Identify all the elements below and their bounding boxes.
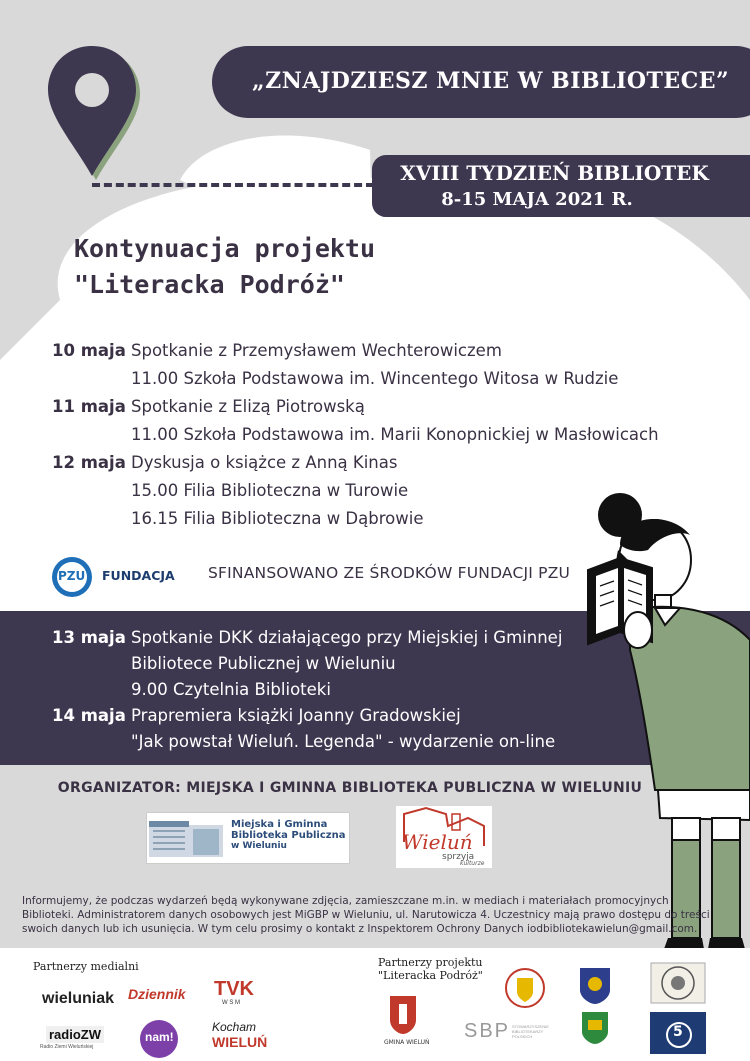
schedule-text: Bibliotece Publicznej w Wieluniu — [131, 654, 396, 673]
wieluniak-logo: wieluniak — [42, 990, 115, 1007]
radio-logo: radioZW — [46, 1026, 104, 1043]
library-name-line: Biblioteka Publiczna — [231, 830, 346, 841]
dziennik-logo: Dziennik — [128, 986, 186, 1002]
wielun-name: Wieluń — [402, 830, 473, 854]
sbp-logo: SBP — [464, 1020, 511, 1042]
dashed-line — [92, 183, 374, 187]
schedule-text: Prapremiera książki Joanny Gradowskiej — [131, 706, 461, 725]
project-partners-title-l2: "Literacka Podróż" — [378, 969, 483, 982]
school-crest-icon — [505, 966, 545, 1010]
wielun-slogan: sprzyja — [442, 852, 475, 862]
school-seal-icon — [650, 962, 706, 1004]
schedule-text: Spotkanie DKK działającego przy Miejskiej i Gminnej — [131, 628, 563, 647]
schedule-text: Spotkanie z Elizą Piotrowską — [131, 397, 365, 416]
sponsor-text: SFINANSOWANO ZE ŚRODKÓW FUNDACJI PZU — [208, 564, 571, 582]
library-name-line: Miejska i Gminna — [231, 819, 328, 830]
schedule-text: 11.00 Szkoła Podstawowa im. Wincentego Witosa w Rudzie — [131, 369, 619, 388]
map-pin-icon — [44, 44, 144, 184]
project-partners-title-l1: Partnerzy projektu — [378, 956, 483, 969]
week-dates: 8-15 MAJA 2021 R. — [441, 189, 633, 210]
library-building-icon — [147, 813, 225, 861]
radio-sub: Radio Ziemi Wieluńskiej — [40, 1044, 94, 1050]
schedule-text: 9.00 Czytelnia Biblioteki — [131, 680, 331, 699]
nam-logo: nam! — [145, 1030, 174, 1044]
school5-badge — [650, 1012, 706, 1054]
kocham-wielun-logo: WIELUŃ — [212, 1034, 268, 1050]
schedule-text: Spotkanie z Przemysławem Wechterowiczem — [131, 341, 502, 360]
organizer-text: ORGANIZATOR: MIEJSKA I GMINNA BIBLIOTEKA PUBLICZNA W WIELUNIU — [57, 780, 643, 796]
sbp-sub: STOWARZYSZENIE BIBLIOTEKARZY POLSKICH — [512, 1024, 549, 1039]
schedule-date: 10 maja — [52, 341, 126, 360]
wielun-logo — [396, 806, 492, 868]
pzu-logo — [50, 555, 175, 603]
event-title: „ZNAJDZIESZ MNIE W BIBLIOTECE” — [252, 68, 730, 94]
schedule-date: 13 maja — [52, 628, 126, 647]
schedule-text: Dyskusja o książce z Anną Kinas — [131, 453, 398, 472]
schedule-date: 11 maja — [52, 397, 126, 416]
week-banner — [372, 155, 750, 217]
library-name-line: w Wieluniu — [231, 841, 287, 851]
school5-number: 5 — [673, 1024, 683, 1040]
week-title: XVIII TYDZIEŃ BIBLIOTEK — [400, 161, 709, 185]
project-title-line2: "Literacka Podróż" — [74, 270, 345, 299]
schedule-date: 14 maja — [52, 706, 126, 725]
schedule-date: 12 maja — [52, 453, 126, 472]
school-green-shield-icon — [580, 1010, 610, 1046]
gmina-label: GMINA WIELUŃ — [384, 1039, 430, 1046]
schedule-text: "Jak powstał Wieluń. Legenda" - wydarzenie on-line — [131, 732, 556, 751]
pzu-mark: PZU — [58, 569, 86, 583]
library-logo — [146, 812, 350, 864]
schedule-text: 16.15 Filia Biblioteczna w Dąbrowie — [131, 509, 424, 528]
media-partners-title: Partnerzy medialni — [33, 960, 139, 973]
privacy-info: Informujemy, że podczas wydarzeń będą wykonywane zdjęcia, zamieszczane m.in. w mediach i materiałach promocyjnych Biblioteki. Administratorem danych osobowych jest MiGBP w Wieluniu, ul. Narutowicza 4. Uczestnicy mają prawo dostępu do treści swoich danych lub ich usunięcia. W tym celu prosimy o kontakt z Inspektorem Ochrony Danych iodbibliotekawielun@gmail.com. — [22, 895, 710, 935]
partners-section — [0, 948, 750, 1061]
pzu-label: FUNDACJA — [102, 568, 175, 583]
project-title-line1: Kontynuacja projektu — [74, 234, 376, 263]
wielun-slogan2: kulturze — [460, 860, 485, 867]
school-shield-icon — [578, 966, 612, 1006]
kocham-logo: Kocham — [212, 1020, 257, 1034]
schedule-text: 11.00 Szkoła Podstawowa im. Marii Konopnickiej w Masłowicach — [131, 425, 659, 444]
title-banner — [212, 46, 750, 118]
gmina-crest-icon — [388, 994, 418, 1036]
tvk-sub: W S M — [222, 1000, 240, 1006]
tvk-logo: TVK — [214, 978, 254, 1000]
schedule-text: 15.00 Filia Biblioteczna w Turowie — [131, 481, 409, 500]
